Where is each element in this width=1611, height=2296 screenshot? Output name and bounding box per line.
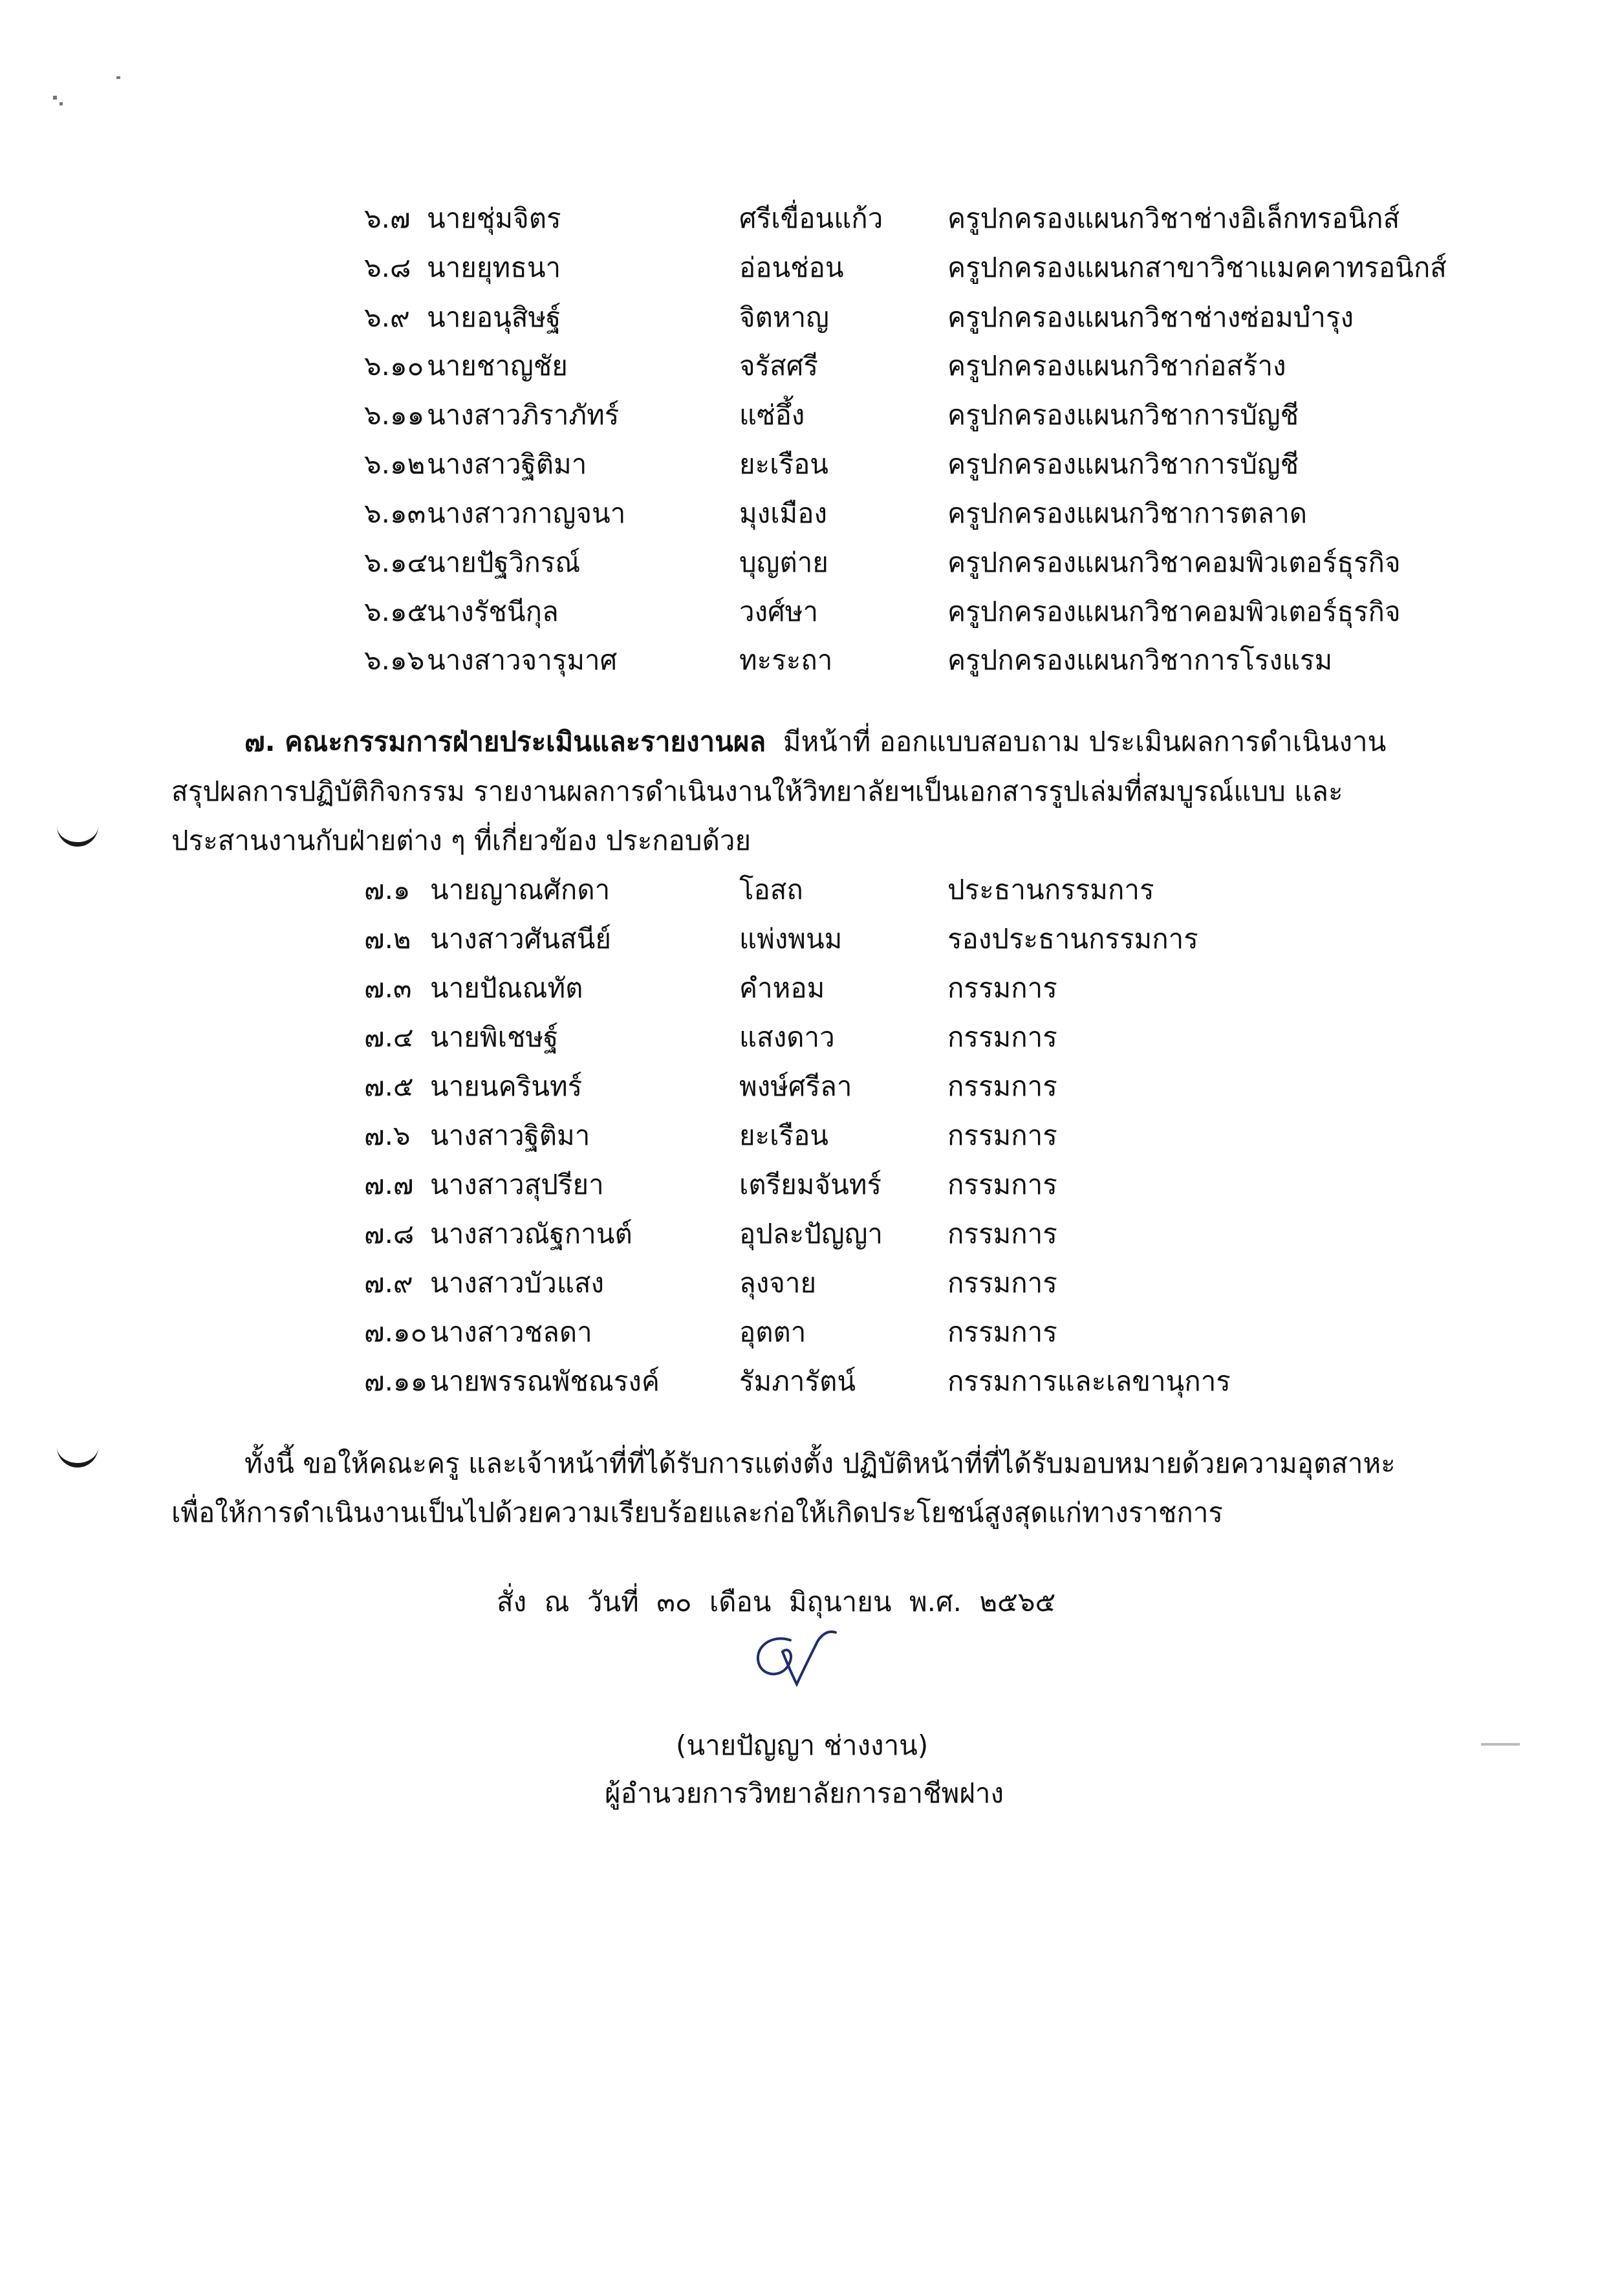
- order-at: ณ: [544, 1586, 570, 1618]
- member-last-name: รัมภารัตน์: [739, 1365, 856, 1397]
- member-role: ครูปกครองแผนกวิชาก่อสร้าง: [947, 350, 1286, 382]
- member-last-name: ยะเรือน: [739, 448, 829, 480]
- member-first-name: นายอนุสิษฐ์: [427, 301, 561, 333]
- member-first-name: นายชาญชัย: [427, 350, 568, 382]
- section7-heading: ๗. คณะกรรมการฝ่ายประเมินและรายงานผล: [244, 726, 766, 757]
- scan-speck: [53, 96, 57, 100]
- member-last-name: ลุงจาย: [739, 1267, 817, 1299]
- member-role: รองประธานกรรมการ: [947, 923, 1198, 955]
- order-date: [497, 1579, 1065, 1625]
- item-number: ๗.๖: [364, 1120, 411, 1151]
- member-first-name: นายยุทธนา: [427, 252, 561, 283]
- member-first-name: นางสาวศันสนีย์: [430, 923, 611, 955]
- member-role: กรรมการ: [947, 1070, 1057, 1102]
- item-number: ๖.๙: [364, 301, 410, 333]
- scan-mark: [1481, 1743, 1520, 1746]
- signature-icon: [745, 1622, 849, 1693]
- member-last-name: อุปละปัญญา: [739, 1218, 883, 1250]
- member-last-name: ยะเรือน: [739, 1120, 829, 1151]
- item-number: ๗.๕: [364, 1070, 414, 1102]
- item-number: ๗.๑๑: [364, 1365, 428, 1397]
- member-role: ครูปกครองแผนกวิชาคอมพิวเตอร์ธุรกิจ: [947, 596, 1401, 627]
- member-last-name: แสงดาว: [739, 1021, 835, 1053]
- member-role: ครูปกครองแผนกวิชาช่างอิเล็กทรอนิกส์: [947, 202, 1400, 234]
- member-last-name: โอสถ: [739, 874, 803, 905]
- item-number: ๗.๑: [364, 874, 411, 905]
- member-first-name: นายปัณณทัต: [430, 972, 583, 1004]
- item-number: ๖.๑๔: [364, 547, 428, 578]
- member-role: กรรมการและเลขานุการ: [947, 1365, 1231, 1397]
- member-role: ครูปกครองแผนกสาขาวิชาแมคคาทรอนิกส์: [947, 252, 1447, 283]
- member-first-name: นายพรรณพัชณรงค์: [430, 1365, 660, 1397]
- signatory-name: (นายปัญญา ช่างงาน): [676, 1729, 929, 1761]
- item-number: ๖.๑๕: [364, 596, 428, 627]
- day-value: ๓๐: [656, 1586, 692, 1618]
- scan-speck: [59, 102, 63, 105]
- member-first-name: นายปัฐวิกรณ์: [427, 547, 581, 578]
- member-last-name: จิตหาญ: [739, 301, 829, 333]
- year-value: ๒๕๖๕: [979, 1586, 1056, 1618]
- member-first-name: นางสาวภิราภัทร์: [427, 399, 620, 431]
- item-number: ๖.๑๖: [364, 644, 425, 676]
- member-last-name: เตรียมจันทร์: [739, 1169, 882, 1200]
- item-number: ๗.๓: [364, 972, 412, 1004]
- member-role: ครูปกครองแผนกวิชาการบัญชี: [947, 448, 1299, 480]
- member-last-name: วงศ์ษา: [739, 596, 819, 627]
- member-role: ครูปกครองแผนกวิชาการบัญชี: [947, 399, 1299, 431]
- member-role: กรรมการ: [947, 1120, 1057, 1151]
- member-role: กรรมการ: [947, 1218, 1057, 1250]
- section7-duties: มีหน้าที่ ออกแบบสอบถาม ประเมินผลการดำเนินงาน: [783, 726, 1387, 757]
- member-role: ครูปกครองแผนกวิชาช่างซ่อมบำรุง: [947, 301, 1354, 333]
- item-number: ๗.๑๐: [364, 1316, 427, 1348]
- member-last-name: แพ่งพนม: [739, 923, 843, 955]
- punch-hole-icon: [57, 1437, 98, 1467]
- item-number: ๖.๑๓: [364, 497, 426, 529]
- item-number: ๖.๑๐: [364, 350, 424, 382]
- member-last-name: มุงเมือง: [739, 497, 827, 529]
- member-first-name: นางสาวจารุมาศ: [427, 644, 618, 676]
- closing-paragraph-line1: ทั้งนี้ ขอให้คณะครู และเจ้าหน้าที่ที่ได้รับการแต่งตั้ง ปฏิบัติหน้าที่ที่ได้รับมอบหมายด้วยความอุตสาหะ: [244, 1447, 1396, 1479]
- era-label: พ.ศ.: [909, 1586, 962, 1618]
- member-first-name: นางสาวฐิติมา: [427, 448, 587, 480]
- item-number: ๖.๗: [364, 202, 411, 234]
- member-role: ครูปกครองแผนกวิชาคอมพิวเตอร์ธุรกิจ: [947, 547, 1401, 578]
- member-first-name: นางสาวบัวแสง: [430, 1267, 605, 1299]
- order-prefix: สั่ง: [497, 1586, 527, 1618]
- member-role: กรรมการ: [947, 1021, 1057, 1053]
- item-number: ๗.๔: [364, 1021, 414, 1053]
- month-value: มิถุนายน: [788, 1586, 892, 1618]
- member-role: กรรมการ: [947, 972, 1057, 1004]
- member-last-name: คำหอม: [739, 972, 825, 1004]
- section7-paragraph-line2: สรุปผลการปฏิบัติกิจกรรม รายงานผลการดำเนินงานให้วิทยาลัยฯเป็นเอกสารรูปเล่มที่สมบูรณ์แบบ และ: [171, 775, 1343, 807]
- member-last-name: ศรีเขื่อนแก้ว: [739, 202, 883, 234]
- member-last-name: พงษ์ศรีลา: [739, 1070, 852, 1102]
- member-last-name: อ่อนช่อน: [739, 252, 844, 283]
- member-first-name: นางสาวสุปรียา: [430, 1169, 604, 1200]
- member-role: กรรมการ: [947, 1316, 1057, 1348]
- member-first-name: นางสาวกาญจนา: [427, 497, 626, 529]
- member-role: ประธานกรรมการ: [947, 874, 1154, 905]
- closing-paragraph-line2: เพื่อให้การดำเนินงานเป็นไปด้วยความเรียบร้อยและก่อให้เกิดประโยชน์สูงสุดแก่ทางราชการ: [171, 1497, 1223, 1528]
- member-first-name: นายนครินทร์: [430, 1070, 583, 1102]
- member-first-name: นางสาวฐิติมา: [430, 1120, 590, 1151]
- member-first-name: นายพิเชษฐ์: [430, 1021, 559, 1053]
- scan-speck: [116, 76, 120, 79]
- member-role: ครูปกครองแผนกวิชาการโรงแรม: [947, 644, 1333, 676]
- member-first-name: นายชุ่มจิตร: [427, 202, 561, 234]
- item-number: ๗.๘: [364, 1218, 415, 1250]
- item-number: ๖.๘: [364, 252, 411, 283]
- item-number: ๗.๙: [364, 1267, 413, 1299]
- member-last-name: จรัสศรี: [739, 350, 819, 382]
- item-number: ๗.๒: [364, 923, 411, 955]
- punch-hole-icon: [57, 816, 98, 847]
- member-first-name: นางรัชนีกุล: [427, 596, 559, 627]
- member-first-name: นางสาวชลดา: [430, 1316, 592, 1348]
- item-number: ๖.๑๑: [364, 399, 425, 431]
- section7-paragraph-line1: [244, 719, 1386, 764]
- item-number: ๗.๗: [364, 1169, 414, 1200]
- member-last-name: อุตตา: [739, 1316, 806, 1348]
- member-first-name: นายญาณศักดา: [430, 874, 611, 905]
- section7-paragraph-line3: ประสานงานกับฝ่ายต่าง ๆ ที่เกี่ยวข้อง ประกอบด้วย: [171, 825, 751, 856]
- month-label: เดือน: [709, 1586, 772, 1618]
- member-first-name: นางสาวณัฐกานต์: [430, 1218, 633, 1250]
- member-last-name: แซ่อึ้ง: [739, 399, 805, 431]
- member-role: กรรมการ: [947, 1267, 1057, 1299]
- day-label: วันที่: [587, 1586, 639, 1618]
- signatory-position: ผู้อำนวยการวิทยาลัยการอาชีพฝาง: [605, 1777, 1004, 1809]
- member-last-name: ทะระถา: [739, 644, 833, 676]
- member-role: กรรมการ: [947, 1169, 1057, 1200]
- member-last-name: บุญต่าย: [739, 547, 828, 578]
- member-role: ครูปกครองแผนกวิชาการตลาด: [947, 497, 1308, 529]
- item-number: ๖.๑๒: [364, 448, 426, 480]
